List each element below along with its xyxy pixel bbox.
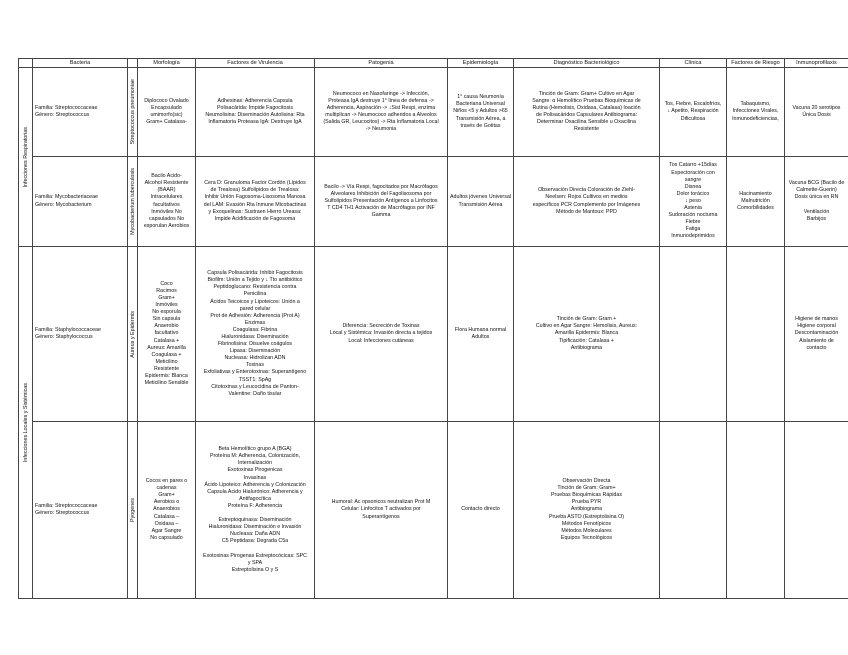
species-label: Mycobacterium tuberculosis (129, 168, 136, 235)
species-cell (128, 422, 138, 599)
diagnostico-cell: Observación Directa Tinción de Gram: Gram+ Pruebas Bioquímicas Rápidas Prueba PYR Antibiograma Prueba ASTO (Estreptolisina O) Métodos Fenotípicos Métodos Moleculares Equipos Tecnológicos (514, 422, 660, 599)
table-row (19, 68, 848, 157)
species-label: Pyogenes (129, 498, 136, 522)
epidemiologia-cell: Contacto directo (448, 422, 514, 599)
patogenia-cell: Bacilo -> Vía Respi, fagocitados por Macrófagos Alveolares Inhibición del Fagolisosoma por Sulfolípidos Presentación Antígenos a Linfocitos T CD4 TH1 Activación de Macrófagos por INF Gamma (315, 157, 448, 247)
morfologia-cell: Cocos en pares o cadenas Gram+ Aerobios o Anaerobios Catalasa – Oxidasa – Agar Sangre No capsulado (138, 422, 196, 599)
patogenia-cell: Diferencia: Secreción de Toxinas Local y Sistémica: Invasión directa a tejidos Local: Infecciones cutáneas (315, 247, 448, 422)
epidemiologia-cell: Adultos jóvenes Universal Transmisión Aérea (448, 157, 514, 247)
inmunoprofilaxis-cell: Higiene de manos Higiene corporal Descontaminación Aislamiento de contacto (785, 247, 848, 422)
header-cell-epidemiologia: Epidemiología (448, 59, 514, 68)
inmunoprofilaxis-cell: Vacuna BCG (Bacilo de Calmette-Guerin) Dosis única en RN Ventilación Barbijos (785, 157, 848, 247)
group-label-locales: Infecciones Locales y Sistémicas (22, 382, 29, 463)
diagnostico-cell: Observación Directa Coloración de Ziehl- Neelsen: Rojos Cultivos en medios específicos PCR Complemento por Imágenes Método de Mantoux: PPD (514, 157, 660, 247)
group-label-respiratorias-cell (19, 68, 33, 247)
riesgo-cell (727, 247, 785, 422)
clinica-cell: Tos Catarro +15días Expectoración con sangre Disnea Dolor torácico ↓ peso Astenia Sudoración nocturna Fiebre Fatiga Inmunodeprimidos (660, 157, 727, 247)
epidemiologia-cell: 1° causa Neumonía Bacteriana Universal Niños <5 y Adultos >65 Transmisión Aérea, a través de Gotitas (448, 68, 514, 157)
epidemiologia-cell: Flora Humana normal Adultos (448, 247, 514, 422)
morfologia-cell: Bacilo Acido- Alcohol Resistente (BAAR) Intracelulares facultativos Inmóviles No capsulados No esporulan Aerobios (138, 157, 196, 247)
clinica-cell (660, 422, 727, 599)
bacteria-cell: Familia: Streptococcaceae Género: Streptococcus (33, 422, 128, 599)
species-cell (128, 247, 138, 422)
group-label-locales-cell (19, 247, 33, 599)
riesgo-cell: Hacinamiento Malnutrición Comorbilidades (727, 157, 785, 247)
clinica-cell: Tos, Fiebre, Escalofríos, ↓ Apetito, Respiración Dificultosa (660, 68, 727, 157)
patogenia-cell: Neumococo en Nasofaringe -> Infección, Proteasa IgA destruye 1° línea de defensa -> Adherencia, Aspiración -> ↓Sist Respi, enzima multiplican -> Neumococo adheridos a Alveolos (Salida GR, Leucocitos) -> Rta Inflamatoria Local -> Neumonia (315, 68, 448, 157)
morfologia-cell: Diplococo Ovalado Encapsulado umimorfo(sic) Gram+ Catalasa- (138, 68, 196, 157)
header-row (19, 59, 848, 68)
bacteria-table (18, 58, 848, 599)
species-cell (128, 68, 138, 157)
virulencia-cell: Adhesinas: Adherencia Capsula Polisacárida: Impide Fagocitosis Neumolisina: Diseminación Autolisina: Rta Inflamatoria Proteasa IgA: Destruye IgA (196, 68, 315, 157)
species-label: Aureus y Epidermis (129, 310, 136, 358)
riesgo-cell (727, 422, 785, 599)
clinica-cell (660, 247, 727, 422)
virulencia-cell: Capsula Polisacárida: Inhibir Fagocitosis Biofilm: Unión a Tejido y ↓ Tto antibiótico Peptidoglucano: Resistencia contra Penicilina Ácidos Teicoicos y Lipoteicos: Unión a pared celular Prot de Adhesión: Adherencia (Prot A) Enzimas Coagulasa: Fibrina Hialuronidasa: Diseminación Fibrinolisina: Disuelve coágulos Lipasa: Diseminación Nucleasa: Hidrolizan ADN Toxinas Exfoliativas y Enterotoxinas: Superantígeno TSST1: SpAg Citotoxinas y Leucocidina de Panton- Valentine: Daño tisular (196, 247, 315, 422)
virulencia-cell: Beta Hemolítico grupo A (BGA) Proteína M: Adherencia, Colonización, Internalización Exotoxinas Pirogenicas Invasinas Ácido Lipoteico: Adherencia y Colonización Capsula Acido Hialurónico: Adherencia y Antifagocítica Proteína F: Adherencia Estreptoquinasa: Diseminación Hialuronidasa: Diseminación e Invasión Nucleasa: Daña ADN C5 Peptidasa: Degrada C5a Exotoxinas Pirogenas Estreptocócicas: SPC y SPA Estreptolisina O y S (196, 422, 315, 599)
table-row (19, 157, 848, 247)
header-cell-virulencia: Factores de Virulencia (196, 59, 315, 68)
bacteria-cell: Familia: Mycobacteriaceae Género: Mycobacterium (33, 157, 128, 247)
species-cell (128, 157, 138, 247)
bacteria-cell: Familia: Staphylococcaceae Género: Staphylococcus (33, 247, 128, 422)
header-cell-morfologia: Morfología (138, 59, 196, 68)
group-label-respiratorias: Infecciones Respiratorias (22, 126, 29, 188)
table-row (19, 422, 848, 599)
patogenia-cell: Humoral: Ac opsonicos neutralizan Prot M Celular: Linfocitos T activados por Superantígenos (315, 422, 448, 599)
riesgo-cell: Tabaquismo, Infecciones Virales, Inmunodeficiencias, (727, 68, 785, 157)
bacteria-cell: Familia: Streptococcaceae Género: Streptococcus (33, 68, 128, 157)
header-cell-clinica: Clínica (660, 59, 727, 68)
species-label: Streptococcus pneumoniae (129, 79, 136, 145)
virulencia-cell: Cera D: Granuloma Factor Cordón (Lípidos de Trealosa) Sulfolípidos de Trealosa: Inhibir Unión Fagosoma-Lisosoma Manosa del LAM: Evasión Rta Inmune Micobactinas y Exoquelinas: Sustraen Hierro Ureasa: Impide Acidificación de Fagosoma (196, 157, 315, 247)
header-cell-inmunoprofilaxis: Inmunoprofilaxis (785, 59, 848, 68)
header-cell-group (19, 59, 33, 68)
header-cell-bacteria: Bacteria (33, 59, 128, 68)
inmunoprofilaxis-cell (785, 422, 848, 599)
inmunoprofilaxis-cell: Vacuna 20 serotipos Única Dosis (785, 68, 848, 157)
diagnostico-cell: Tinción de Gram: Gram + Cultivo en Agar Sangre: Hemolisis, Aureus: Amarilla Epidermis: Blanca Tipificación: Catalasa + Antibiograma (514, 247, 660, 422)
header-cell-patogenia: Patogenia (315, 59, 448, 68)
header-cell-diagnostico: Diagnóstico Bacteriológico (514, 59, 660, 68)
diagnostico-cell: Tinción de Gram: Gram+ Cultivo en Agar Sangre: α Hemolítico Pruebas Bioquímicas de Rutina (Hemolisis, Oxidasa, Catalasa) Ioación de Polisacáridos Capsulares Antibiograma: Determinar Oxacilina Sensible u Oxacilina Resistente (514, 68, 660, 157)
header-cell-species (128, 59, 138, 68)
header-cell-riesgo: Factores de Riesgo (727, 59, 785, 68)
morfologia-cell: Coco Racimos Gram+ Inmóviles No esporula Sin capsula Anaerobio facultativo Catalasa + Aureus: Amarilla Coagulasa + Meticilino Resistente Epidermis: Blanca Meticilino Sensible (138, 247, 196, 422)
table-row (19, 247, 848, 422)
